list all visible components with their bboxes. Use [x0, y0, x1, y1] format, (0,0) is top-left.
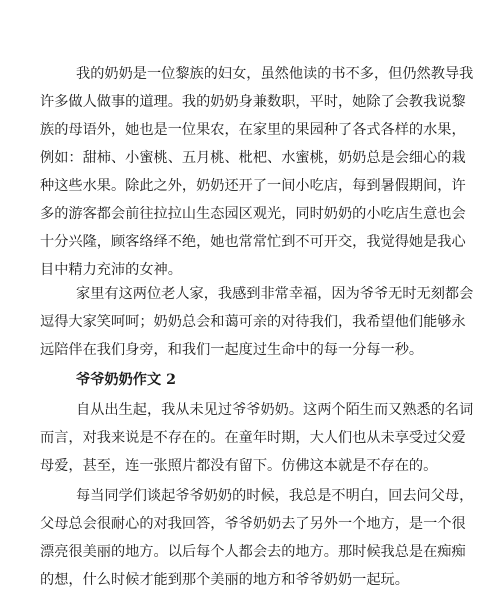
paragraph-line: 家里有这两位老人家，我感到非常幸福，因为爷爷无时无刻都会	[76, 286, 474, 302]
paragraph-line: 例如：甜柿、小蜜桃、五月桃、枇杷、水蜜桃，奶奶总是会细心的栽	[40, 150, 466, 166]
paragraph-line: 目中精力充沛的女神。	[40, 262, 182, 278]
paragraph-line: 自从出生起，我从未见过爷爷奶奶。这两个陌生而又熟悉的名词	[76, 402, 474, 418]
section-heading: 爷爷奶奶作文 2	[76, 372, 176, 388]
paragraph-line: 母爱，甚至，连一张照片都没有留下。仿佛这本就是不存在的。	[40, 458, 438, 474]
paragraph-2	[40, 280, 474, 364]
paragraph-4	[40, 482, 474, 594]
paragraph-line: 种这些水果。除此之外，奶奶还开了一间小吃店，每到暑假期间，许	[40, 178, 466, 194]
paragraph-line: 每当同学们谈起爷爷奶奶的时候，我总是不明白，回去问父母，	[76, 488, 474, 504]
paragraph-line: 我的奶奶是一位黎族的妇女，虽然他读的书不多，但仍然教导我	[76, 66, 474, 82]
paragraph-line: 父母总会很耐心的对我回答，爷爷奶奶去了另外一个地方，是一个很	[40, 516, 466, 532]
paragraph-line: 十分兴隆，顾客络绎不绝，她也常常忙到不可开交，我觉得她是我心	[40, 234, 466, 250]
paragraph-line: 远陪伴在我们身旁，和我们一起度过生命中的每一分每一秒。	[40, 342, 424, 358]
paragraph-line: 族的母语外，她也是一位果农，在家里的果园种了各式各样的水果，	[40, 122, 466, 138]
paragraph-3	[40, 396, 474, 480]
paragraph-line: 许多做人做事的道理。我的奶奶身兼数职，平时，她除了会教我说黎	[40, 94, 466, 110]
paragraph-line: 逗得大家笑呵呵；奶奶总会和蔼可亲的对待我们，我希望他们能够永	[40, 314, 466, 330]
paragraph-line: 漂亮很美丽的地方。以后每个人都会去的地方。那时候我总是在痴痴	[40, 544, 466, 560]
paragraph-line: 多的游客都会前往拉拉山生态园区观光，同时奶奶的小吃店生意也会	[40, 206, 466, 222]
paragraph-line: 的想，什么时候才能到那个美丽的地方和爷爷奶奶一起玩。	[40, 572, 409, 588]
paragraph-1	[40, 60, 474, 284]
paragraph-line: 而言，对我来说是不存在的。在童年时期，大人们也从未享受过父爱	[40, 430, 466, 446]
